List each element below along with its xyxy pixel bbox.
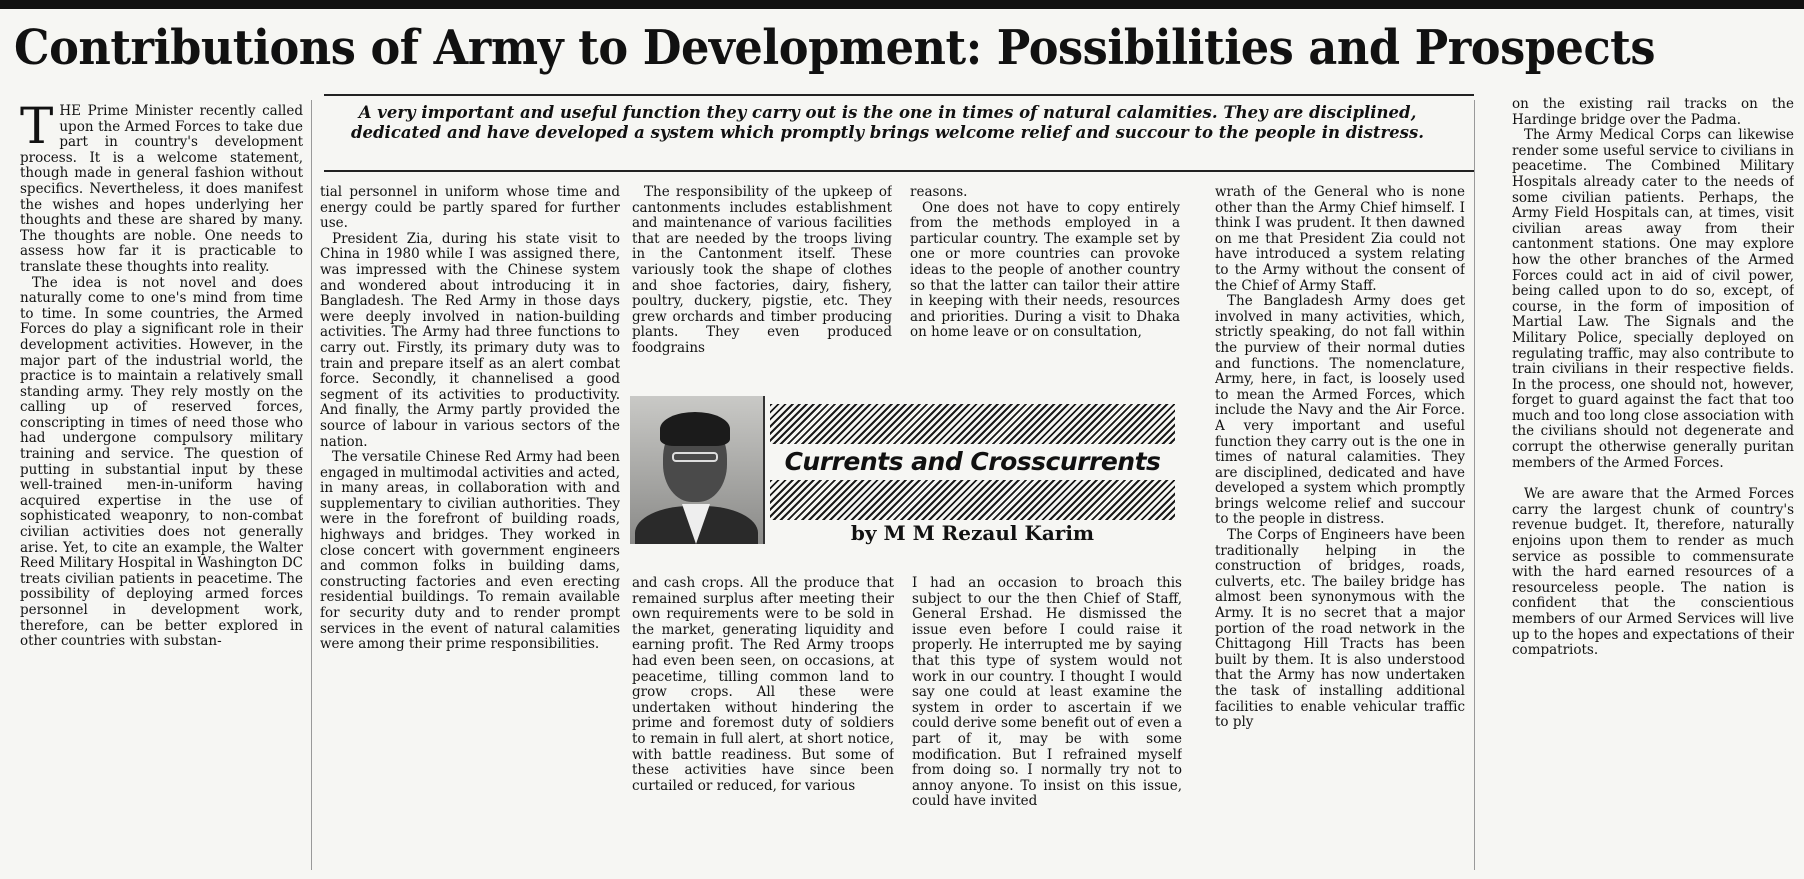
column-name: Currents and Crosscurrents	[770, 444, 1175, 480]
headline-rule	[324, 94, 1474, 96]
article-headline: Contributions of Army to Development: Possibilities and Prospects	[14, 20, 1656, 76]
column-divider	[311, 100, 312, 870]
column-divider	[1474, 100, 1475, 870]
paragraph: The Bangladesh Army does get involved in many activities, which, strictly speaking, do not fall within the purview of their normal duties and functions. The nomenclature, Army, here, in fact, is loosely used to mean the Armed Forces, which include the Navy and the Air Force. A very important and useful function they carry out is the one in times of natural calamities. They are disciplined, dedicated and have developed a system which promptly brings welcome relief and succour to the people in distress.	[1215, 293, 1465, 528]
article-column-2	[320, 185, 620, 875]
paragraph: HE Prime Minister recently called upon the Armed Forces to take due part in country's development process. It is a welcome statement, though made in general fashion without specifics. Nevertheless, it does manifest the wishes and hopes underlying her thoughts and these are shared by many. The thoughts are noble. One needs to assess how far it is practicable to translate these thoughts into reality.	[20, 104, 303, 275]
paragraph: The responsibility of the upkeep of cantonments includes establishment and maintenance of various facilities that are needed by the troops living in the Cantonment itself. These variously took the shape of clothes and shoe factories, dairy, fishery, poultry, duckery, pigstie, etc. They grew orchards and timber producing plants. They even produced foodgrains	[632, 185, 892, 356]
paragraph: The Army Medical Corps can likewise render some useful service to civilians in peacetime. The Combined Military Hospitals already cater to the needs of some civilian patients. Perhaps, the Army Field Hospitals can, at times, visit civilian areas away from their cantonment stations. One may explore how the other branches of the Armed Forces could act in aid of civil power, being called upon to do so, except, of course, in the form of imposition of Martial Law. The Signals and the Military Police, specially deployed on regulating traffic, may also contribute to train civilians in their respective fields. In the process, one should not, however, forget to guard against the fact that too much and too long close association with the civilians should not degenerate and corrupt the otherwise generally puritan members of the Armed Forces.	[1512, 127, 1794, 471]
top-rule-bar	[0, 0, 1804, 9]
paragraph: and cash crops. All the produce that remained surplus after meeting their own requirements were to be sold in the market, generating liquidity and earning profit. The Red Army troops had even been seen, on occasions, at peacetime, tilling common land to grow crops. All these were undertaken without hindering the prime and foremost duty of soldiers to remain in full alert, at short notice, with battle readiness. But some of these activities have since been curtailed or reduced, for various	[632, 576, 894, 794]
hatch-pattern	[770, 404, 1175, 444]
pull-quote: A very important and useful function they carry out is the one in times of natural calamities. They are disciplined, dedicated and have developed a system which promptly brings welcome relief and succour to the people in distress.	[350, 103, 1424, 142]
article-column-3-bottom	[632, 576, 894, 876]
column-header-box	[630, 396, 1175, 546]
paragraph: One does not have to copy entirely from the methods employed in a particular country. The example set by one or more countries can provoke ideas to the people of another country so that the latter can tailor their attire in keeping with their needs, resources and priorities. During a visit to Dhaka on home leave or on consultation,	[910, 199, 1180, 341]
paragraph: The versatile Chinese Red Army had been engaged in multimodal activities and acted, in many areas, in collaboration with and supplementary to civilian authorities. They were in the forefront of building roads, highways and bridges. They worked in close concert with government engineers and common folks in building dams, constructing factories and even erecting residential buildings. To remain available for security duty and to render prompt services in the event of natural calamities were among their prime responsibilities.	[320, 449, 620, 653]
paragraph: reasons.	[910, 185, 968, 200]
pull-quote-rule	[324, 170, 1474, 172]
paragraph: on the existing rail tracks on the Hardinge bridge over the Padma.	[1512, 97, 1794, 128]
paragraph: wrath of the General who is none other than the Army Chief himself. I think I was prudent. It then dawned on me that President Zia could not have introduced a system relating to the Army without the consent of the Chief of Army Staff.	[1215, 185, 1465, 294]
hatch-pattern	[770, 480, 1175, 520]
article-column-3-top	[632, 185, 892, 390]
paragraph: The idea is not novel and does naturally come to one's mind from time to time. In some countries, the Armed Forces do play a significant role in their development activities. However, in the major part of the industrial world, the practice is to maintain a relatively small standing army. They rely mostly on the calling up of reserved forces, conscripting in times of need those who had undergone compulsory military training and service. The question of putting in substantial input by these well-trained men-in-uniform having acquired expertise in the use of sophisticated weaponry, to non-combat civilian activities does not generally arise. Yet, to cite an example, the Walter Reed Military Hospital in Washington DC treats civilian patients in peacetime. The possibility of deploying armed forces personnel in development work, therefore, can be better explored in other countries with substan-	[20, 274, 303, 650]
article-column-1	[20, 104, 303, 874]
drop-cap: T	[20, 104, 54, 155]
paragraph: tial personnel in uniform whose time and energy could be partly spared for further use.	[320, 185, 620, 232]
article-column-6	[1512, 97, 1794, 875]
byline: by M M Rezaul Karim	[770, 520, 1175, 546]
article-column-4-top	[910, 185, 1180, 390]
paragraph: The Corps of Engineers have been traditionally helping in the construction of bridges, roads, culverts, etc. The bailey bridge has almost been synonymous with the Army. It is no secret that a major portion of the road network in the Chittagong Hill Tracts has been built by them. It is also understood that the Army has now undertaken the task of installing additional facilities to enable vehicular traffic to ply	[1215, 527, 1465, 731]
article-column-4-bottom	[912, 576, 1182, 876]
paragraph: We are aware that the Armed Forces carry the largest chunk of country's revenue budget. It, therefore, naturally enjoins upon them to render as much service as possible to commensurate with the hard earned resources of a resourceless people. The nation is confident that the conscientious members of our Armed Services will live up to the hopes and expectations of their compatriots.	[1512, 486, 1794, 659]
paragraph: I had an occasion to broach this subject to our the then Chief of Staff, General Ershad. He dismissed the issue even before I could raise it properly. He interrupted me by saying that this type of system would not work in our country. I thought I would say one could at least examine the system in order to ascertain if we could derive some benefit out of even a part of it, may be with some modification. But I refrained myself from doing so. I normally try not to annoy anyone. To insist on this issue, could have invited	[912, 576, 1182, 810]
author-photo	[630, 396, 765, 544]
article-column-5	[1215, 185, 1465, 875]
paragraph: President Zia, during his state visit to China in 1980 while I was assigned there, was impressed with the Chinese system and wondered about introducing it in Bangladesh. The Red Army in those days were deeply involved in nation-building activities. The Army had three functions to carry out. Firstly, its primary duty was to train and prepare itself as an alert combat force. Secondly, it channelised a good segment of its activities to productivity. And finally, the Army partly provided the source of labour in various sectors of the nation.	[320, 230, 620, 450]
